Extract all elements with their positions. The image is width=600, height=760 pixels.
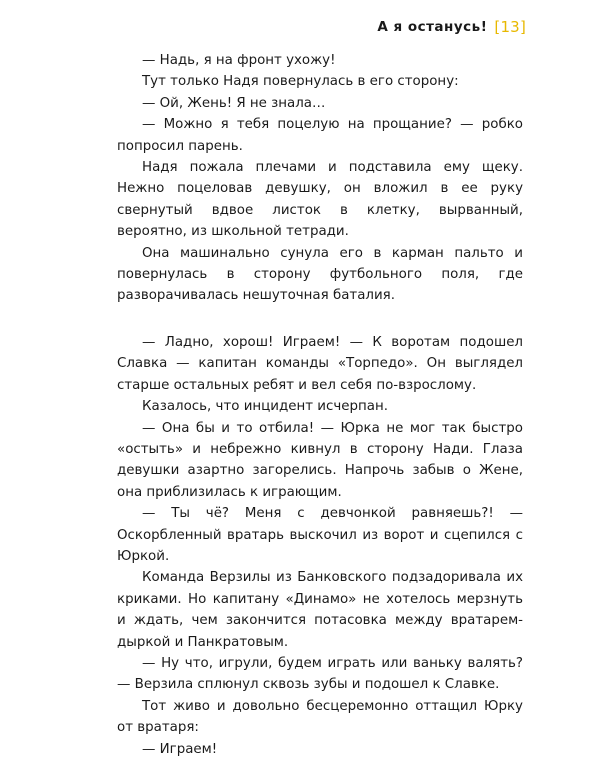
paragraph: Команда Верзилы из Банковского подзадоривала их криками. Но капитану «Динамо» не хотелось мерзнуть и ждать, чем закончится потасовка между вратарем-дыркой и Панкратовым.	[117, 570, 523, 650]
paragraph: Она машинально сунула его в карман пальто и повернулась в сторону футбольного поля, где разворачивалась нешуточная баталия.	[117, 245, 523, 304]
paragraph: — Можно я тебя поцелую на прощание? — робко попросил парень.	[117, 117, 523, 154]
paragraph: — Ладно, хорош! Играем! — К воротам подошел Славка — капитан команды «Торпедо». Он выглядел старше остальных ребят и вел себя по-взрослому.	[117, 334, 523, 393]
paragraph: Тот живо и довольно бесцеремонно оттащил Юрку от вратаря:	[117, 698, 523, 736]
paragraph: Казалось, что инцидент исчерпан.	[142, 399, 388, 415]
paragraph: — Ой, Жень! Я не знала…	[142, 95, 326, 111]
paragraph: Тут только Надя повернулась в его сторону:	[142, 74, 459, 90]
page-body	[117, 50, 523, 760]
paragraph: — Ну что, игрули, будем играть или ваньку валять? — Верзила сплюнул сквозь зубы и подошел к Славке.	[117, 655, 523, 693]
page-number: [13]	[494, 18, 526, 36]
paragraph: Надя пожала плечами и подставила ему щеку. Нежно поцеловав девушку, он вложил в ее руку свернутый вдвое листок в клетку, вырванный, вероятно, из школьной тетради.	[117, 160, 523, 240]
paragraph: — Надь, я на фронт ухожу!	[142, 53, 336, 68]
paragraph: — Ты чё? Меня с девчонкой равняешь?! — Оскорбленный вратарь выскочил из ворот и сцепился с Юркой.	[117, 506, 523, 564]
paragraph: — Играем!	[142, 741, 218, 757]
page-number-value: 13	[500, 18, 520, 36]
running-header	[377, 18, 526, 36]
section-break	[117, 307, 523, 332]
paragraph: — Она бы и то отбила! — Юрка не мог так быстро «остыть» и небрежно кивнул в сторону Нади. Глаза девушки азартно загорелись. Напрочь забыв о Жене, она приблизилась к играющим.	[117, 420, 523, 500]
running-title: А я останусь!	[377, 19, 488, 35]
